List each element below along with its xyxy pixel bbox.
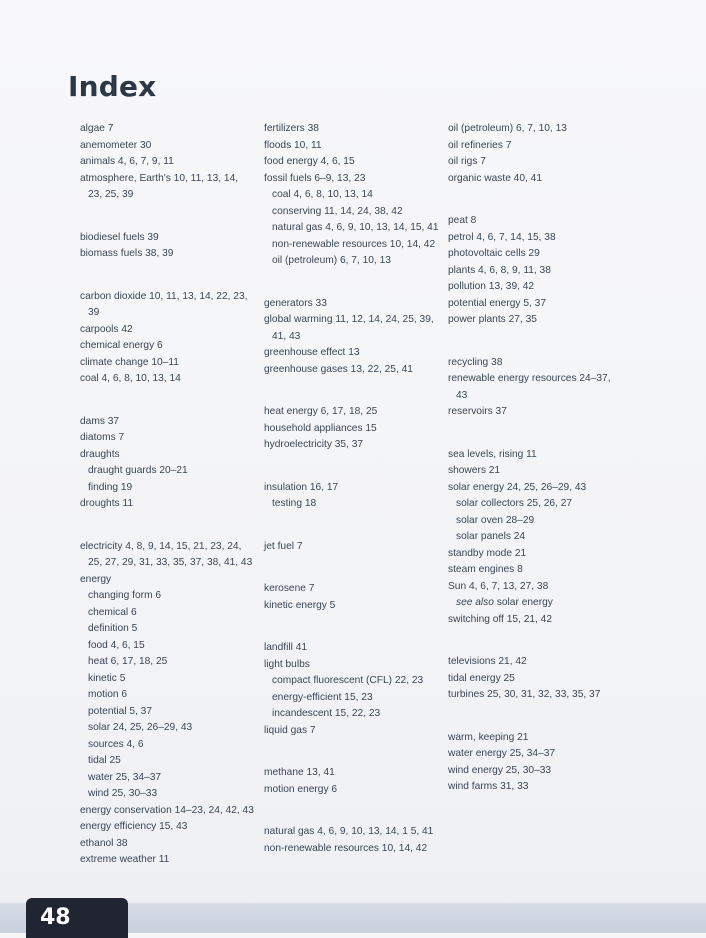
index-entry: wind energy 25, 30–33 <box>448 764 552 776</box>
index-entry: non-renewable resources 10, 14, 42 <box>264 842 428 854</box>
index-entry: floods 10, 11 <box>264 139 322 151</box>
see-also-label: see also <box>456 597 494 608</box>
index-entry: food energy 4, 6, 15 <box>264 156 355 167</box>
index-subentry: sources 4, 6 <box>88 738 144 750</box>
index-entry: animals 4, 6, 7, 9, 11 <box>80 156 174 167</box>
index-subentry: finding 19 <box>88 481 133 493</box>
index-entry: oil refineries 7 <box>448 139 512 151</box>
index-subentry: coal 4, 6, 8, 10, 13, 14 <box>272 189 373 200</box>
index-entry: atmosphere, Earth's 10, 11, 13, 14, 23, 25, 39 <box>80 172 239 200</box>
index-entry: turbines 25, 30, 31, 32, 33, 35, 37 <box>448 689 601 700</box>
index-entry: insulation 16, 17 <box>264 481 339 493</box>
index-entry: anemometer 30 <box>80 139 152 151</box>
index-entry: algae 7 <box>80 123 114 134</box>
index-entry: power plants 27, 35 <box>448 314 537 325</box>
index-subentry: oil (petroleum) 6, 7, 10, 13 <box>272 255 391 266</box>
index-entry: heat energy 6, 17, 18, 25 <box>264 406 378 417</box>
index-subentry: testing 18 <box>272 498 317 509</box>
index-entry: electricity 4, 8, 9, 14, 15, 21, 23, 24, 25, 27, 29, 31, 33, 35, 37, 38, 41, 43 <box>80 540 253 568</box>
index-entry: global warming 11, 12, 14, 24, 25, 39, 41, 43 <box>264 314 434 342</box>
index-entry: photovoltaic cells 29 <box>448 248 540 259</box>
index-entry: dams 37 <box>80 415 120 427</box>
index-entry: natural gas 4, 6, 9, 10, 13, 14, 1 5, 41 <box>264 826 434 837</box>
index-entry: biomass fuels 38, 39 <box>80 248 174 259</box>
index-entry: potential energy 5, 37 <box>448 297 546 309</box>
index-entry: draughts <box>80 448 120 460</box>
index-entry: energy efficiency 15, 43 <box>80 821 188 832</box>
index-subentry: water 25, 34–37 <box>88 771 162 783</box>
index-column-2 <box>264 121 439 857</box>
index-entry: Sun 4, 6, 7, 13, 27, 38 <box>448 580 549 592</box>
index-entry: steam engines 8 <box>448 564 523 575</box>
index-entry: light bulbs <box>264 658 310 670</box>
page-title: Index <box>68 70 157 103</box>
index-entry: reservoirs 37 <box>448 406 507 417</box>
index-entry: ethanol 38 <box>80 837 128 849</box>
index-subentry: solar oven 28–29 <box>456 514 535 526</box>
index-entry: carpools 42 <box>80 323 133 335</box>
index-subentry: solar collectors 25, 26, 27 <box>456 498 573 509</box>
index-subentry: compact fluorescent (CFL) 22, 23 <box>272 675 424 686</box>
index-entry: household appliances 15 <box>264 422 377 434</box>
index-entry: wind farms 31, 33 <box>448 781 529 792</box>
index-column-1 <box>80 121 255 869</box>
index-entry: fossil fuels 6–9, 13, 23 <box>264 172 366 184</box>
index-subentry: solar 24, 25, 26–29, 43 <box>88 722 193 733</box>
index-subentry: food 4, 6, 15 <box>88 639 145 651</box>
index-entry: solar energy 24, 25, 26–29, 43 <box>448 481 587 493</box>
index-entry: coal 4, 6, 8, 10, 13, 14 <box>80 373 181 384</box>
index-entry: jet fuel 7 <box>264 540 303 552</box>
index-subentry: wind 25, 30–33 <box>88 788 158 799</box>
index-subentry: conserving 11, 14, 24, 38, 42 <box>272 205 403 217</box>
index-subentry: draught guards 20–21 <box>88 465 188 476</box>
index-entry: greenhouse gases 13, 22, 25, 41 <box>264 363 413 375</box>
index-entry: renewable energy resources 24–37, 43 <box>448 373 611 401</box>
index-subentry: potential 5, 37 <box>88 705 153 717</box>
index-entry: kinetic energy 5 <box>264 599 336 611</box>
index-entry: petrol 4, 6, 7, 14, 15, 38 <box>448 231 556 243</box>
index-entry: extreme weather 11 <box>80 854 170 865</box>
index-entry: tidal energy 25 <box>448 672 515 684</box>
page-number: 48 <box>40 905 71 930</box>
index-entry: kerosene 7 <box>264 583 315 594</box>
index-entry: chemical energy 6 <box>80 340 163 351</box>
index-subentry: motion 6 <box>88 689 128 700</box>
index-column-3 <box>448 121 623 796</box>
index-entry: energy <box>80 573 112 585</box>
index-entry: landfill 41 <box>264 642 308 653</box>
index-subentry <box>448 595 623 612</box>
index-subentry: changing form 6 <box>88 590 162 601</box>
index-entry: televisions 21, 42 <box>448 656 527 667</box>
index-entry: switching off 15, 21, 42 <box>448 613 553 625</box>
index-subentry: energy-efficient 15, 23 <box>272 691 373 703</box>
index-entry: pollution 13, 39, 42 <box>448 281 535 292</box>
index-entry: standby mode 21 <box>448 547 527 559</box>
index-subentry: incandescent 15, 22, 23 <box>272 708 381 719</box>
index-entry: droughts 11 <box>80 498 134 509</box>
index-entry: liquid gas 7 <box>264 724 316 736</box>
index-entry: biodiesel fuels 39 <box>80 231 159 243</box>
index-subentry: non-renewable resources 10, 14, 42 <box>272 238 436 250</box>
index-subentry: kinetic 5 <box>88 672 126 684</box>
index-entry: sea levels, rising 11 <box>448 448 537 460</box>
index-entry: fertilizers 38 <box>264 123 319 134</box>
index-entry: greenhouse effect 13 <box>264 347 360 358</box>
index-entry: generators 33 <box>264 297 327 309</box>
index-entry: oil (petroleum) 6, 7, 10, 13 <box>448 123 567 134</box>
index-entry: warm, keeping 21 <box>448 731 529 743</box>
index-entry: organic waste 40, 41 <box>448 172 543 184</box>
see-also-target: solar energy <box>493 597 553 608</box>
index-entry: recycling 38 <box>448 356 503 368</box>
index-entry: energy conservation 14–23, 24, 42, 43 <box>80 804 254 816</box>
index-entry: showers 21 <box>448 465 501 476</box>
index-entry: carbon dioxide 10, 11, 13, 14, 22, 23, 39 <box>80 290 248 318</box>
index-entry: peat 8 <box>448 215 477 226</box>
index-subentry: chemical 6 <box>88 606 137 618</box>
index-entry: plants 4, 6, 8, 9, 11, 38 <box>448 264 551 276</box>
index-subentry: heat 6, 17, 18, 25 <box>88 656 168 667</box>
index-entry: oil rigs 7 <box>448 156 486 167</box>
index-entry: diatoms 7 <box>80 432 125 443</box>
index-subentry: natural gas 4, 6, 9, 10, 13, 14, 15, 41 <box>272 222 439 233</box>
index-subentry: solar panels 24 <box>456 531 526 542</box>
index-subentry: definition 5 <box>88 623 138 634</box>
index-entry: hydroelectricity 35, 37 <box>264 439 364 450</box>
index-entry: methane 13, 41 <box>264 767 335 778</box>
index-entry: climate change 10–11 <box>80 356 179 368</box>
index-subentry: tidal 25 <box>88 755 121 766</box>
index-entry: motion energy 6 <box>264 783 338 795</box>
index-entry: water energy 25, 34–37 <box>448 748 556 759</box>
